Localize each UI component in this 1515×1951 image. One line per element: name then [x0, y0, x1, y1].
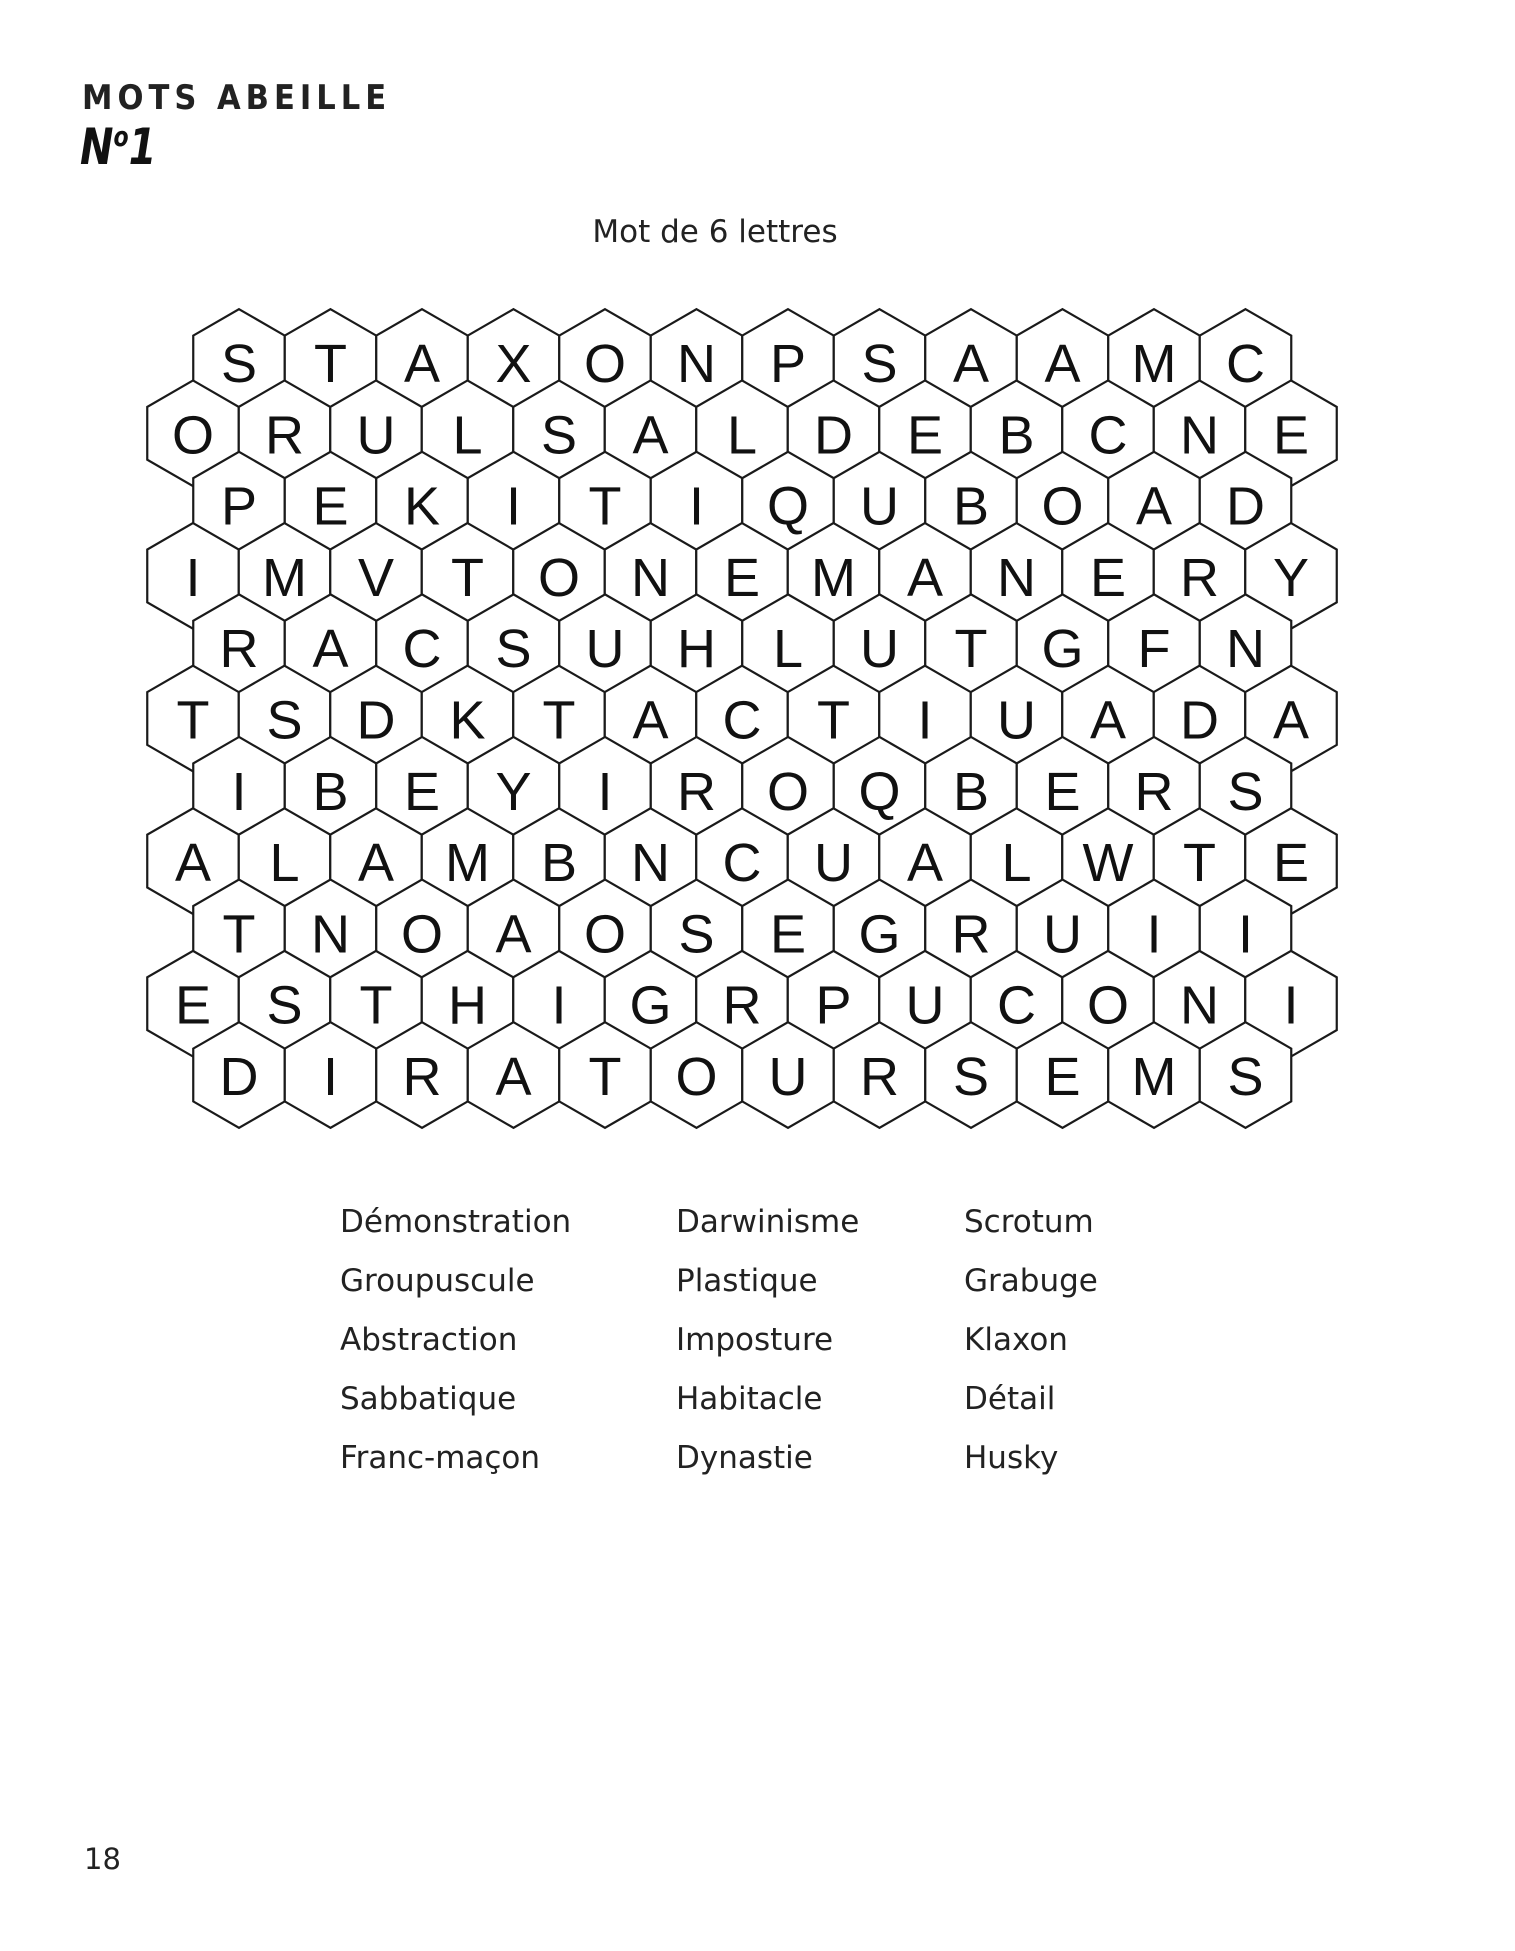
- hex-letter: A: [174, 833, 212, 894]
- hex-letter: E: [723, 547, 761, 608]
- hex-letter: U: [356, 405, 396, 466]
- hex-letter: A: [632, 690, 669, 751]
- hex-letter: T: [451, 547, 484, 608]
- hex-letter: M: [445, 833, 490, 894]
- hex-letter: T: [817, 690, 850, 751]
- hex-letter: E: [403, 761, 441, 822]
- hex-letter: E: [906, 405, 944, 466]
- hex-letter: B: [540, 833, 578, 894]
- hex-letter: N: [677, 334, 716, 394]
- hex-letter: T: [1183, 833, 1216, 894]
- hex-letter: S: [266, 975, 303, 1036]
- hex-letter: R: [1180, 547, 1219, 608]
- hex-letter: Y: [495, 761, 532, 822]
- hex-letter: I: [688, 476, 705, 537]
- word-item: Plastique: [676, 1263, 818, 1299]
- hex-letter: A: [1044, 334, 1081, 394]
- hex-letter: S: [220, 334, 258, 394]
- word-item: Sabbatique: [340, 1381, 517, 1417]
- hex-letter: R: [722, 975, 762, 1036]
- hex-letter: D: [356, 690, 396, 751]
- hex-letter: A: [1089, 690, 1127, 751]
- word-list: [340, 1193, 1164, 1488]
- hex-letter: M: [811, 547, 856, 608]
- hex-letter: L: [269, 833, 300, 894]
- hex-letter: Y: [1272, 547, 1310, 608]
- word-item: Grabuge: [964, 1263, 1098, 1299]
- hex-letter: D: [1180, 690, 1219, 751]
- hex-letter: A: [906, 547, 944, 608]
- hex-letter: C: [997, 975, 1036, 1036]
- hex-letter: O: [400, 904, 444, 965]
- word-column-3: [964, 1193, 1164, 1488]
- hex-letter: O: [1041, 476, 1084, 537]
- hex-letter: U: [585, 619, 625, 680]
- hex-letter: O: [583, 904, 627, 965]
- hex-letter: G: [1041, 619, 1084, 680]
- hex-letter: T: [314, 334, 347, 394]
- hex-letter: D: [219, 1047, 259, 1107]
- hex-letter: I: [185, 547, 201, 608]
- hex-letter: T: [222, 904, 256, 965]
- hex-letter: N: [631, 833, 670, 894]
- number-value: 1: [128, 118, 157, 176]
- hex-letter: C: [722, 833, 762, 894]
- hex-letter: S: [540, 405, 578, 466]
- hex-letter: S: [952, 1047, 990, 1107]
- hex-letter: M: [262, 547, 307, 608]
- hex-letter: T: [588, 1047, 622, 1107]
- hex-letter: I: [231, 761, 247, 822]
- word-item: Husky: [964, 1440, 1059, 1476]
- hex-letter: I: [322, 1047, 339, 1107]
- hex-letter: E: [1044, 1047, 1081, 1107]
- hex-letter: R: [265, 405, 304, 466]
- hex-letter: M: [1131, 1047, 1177, 1107]
- hex-letter: K: [449, 690, 486, 751]
- hex-letter: A: [495, 904, 532, 965]
- hex-letter: C: [722, 690, 762, 751]
- hex-letter: R: [677, 761, 716, 822]
- hex-letter: P: [220, 476, 258, 537]
- word-item: Démonstration: [340, 1204, 572, 1240]
- hex-letter: A: [1135, 476, 1173, 537]
- hex-letter: U: [860, 476, 899, 537]
- hex-letter: A: [495, 1047, 532, 1107]
- hex-letter: T: [542, 690, 576, 751]
- hex-letter: B: [952, 761, 990, 822]
- hex-letter: L: [772, 619, 804, 680]
- hex-letter: N: [311, 904, 350, 965]
- hex-letter: A: [632, 405, 669, 466]
- hex-letter: T: [359, 975, 393, 1036]
- hex-letter: C: [1088, 405, 1128, 466]
- hex-letter: R: [1134, 761, 1174, 822]
- hex-letter: N: [631, 547, 670, 608]
- hex-letter: A: [357, 833, 395, 894]
- hex-letter: O: [1086, 975, 1130, 1036]
- hex-letter: G: [858, 904, 901, 965]
- number-prefix: N: [80, 118, 114, 176]
- word-item: Habitacle: [676, 1381, 823, 1417]
- hex-letter: S: [1227, 761, 1264, 822]
- hex-letter: M: [1131, 334, 1177, 394]
- hex-letter: A: [906, 833, 944, 894]
- hex-letter: W: [1082, 833, 1134, 894]
- hex-letter: E: [174, 975, 212, 1036]
- hex-letter: I: [1237, 904, 1254, 965]
- hex-letter: A: [1272, 690, 1310, 751]
- number-superscript: o: [113, 121, 129, 154]
- hex-letter: U: [997, 690, 1036, 751]
- hex-letter: O: [766, 761, 810, 822]
- hex-letter: O: [537, 547, 581, 608]
- hex-letter: P: [815, 975, 852, 1036]
- hex-letter: R: [219, 619, 259, 680]
- hex-letter: L: [726, 405, 758, 466]
- hex-letter: O: [675, 1047, 718, 1107]
- hex-letter: T: [588, 476, 622, 537]
- hex-letter: Q: [858, 761, 901, 822]
- hex-letter: S: [678, 904, 715, 965]
- hex-letter: R: [951, 904, 991, 965]
- series-title: MOTS ABEILLE: [82, 78, 392, 118]
- hex-letter: E: [769, 904, 807, 965]
- word-item: Dynastie: [676, 1440, 813, 1476]
- word-item: Imposture: [676, 1322, 834, 1358]
- hex-letter: E: [312, 476, 349, 537]
- hex-letter: R: [860, 1047, 899, 1107]
- hex-letter: C: [1226, 334, 1265, 394]
- word-column-2: [676, 1193, 964, 1488]
- hex-letter: U: [814, 833, 853, 894]
- hex-letter: N: [997, 547, 1036, 608]
- hex-letter: B: [998, 405, 1035, 466]
- hex-letter: E: [1272, 833, 1310, 894]
- hex-letter: U: [1043, 904, 1082, 965]
- hex-letter: H: [448, 975, 487, 1036]
- instruction: Mot de 6 lettres: [592, 214, 838, 250]
- hex-letter: O: [171, 405, 215, 466]
- hex-letter: A: [403, 334, 441, 394]
- word-item: Scrotum: [964, 1204, 1094, 1240]
- hex-letter: N: [1180, 975, 1219, 1036]
- hex-letter: O: [583, 334, 627, 394]
- hex-letter: U: [860, 619, 899, 680]
- hex-letter: E: [1089, 547, 1127, 608]
- hex-letter: P: [769, 334, 807, 394]
- hex-letter: I: [1146, 904, 1162, 965]
- word-item: Groupuscule: [340, 1263, 535, 1299]
- hex-letter: H: [677, 619, 716, 680]
- hex-letter: B: [952, 476, 990, 537]
- hex-letter: G: [629, 975, 672, 1036]
- page-number: 18: [84, 1842, 121, 1876]
- hex-letter: I: [1283, 975, 1299, 1036]
- hex-letter: K: [403, 476, 441, 537]
- hex-letter: D: [814, 405, 853, 466]
- hex-letter: C: [402, 619, 442, 680]
- hex-letter: A: [312, 619, 349, 680]
- hex-letter: I: [917, 690, 933, 751]
- word-item: Klaxon: [964, 1322, 1068, 1358]
- hex-letter: L: [452, 405, 483, 466]
- hex-letter: T: [176, 690, 210, 751]
- hex-letter: N: [1180, 405, 1219, 466]
- hex-letter: E: [1044, 761, 1081, 822]
- hex-letter: U: [768, 1047, 808, 1107]
- hex-letter: Q: [766, 476, 810, 537]
- hex-letter: X: [495, 334, 532, 394]
- hex-letter: L: [1001, 833, 1032, 894]
- hex-letter: S: [495, 619, 532, 680]
- hex-letter: S: [1227, 1047, 1264, 1107]
- hex-letter: S: [861, 334, 898, 394]
- hex-letter: D: [1226, 476, 1265, 537]
- hex-letter: S: [266, 690, 303, 751]
- hex-letter: I: [505, 476, 522, 537]
- word-item: Darwinisme: [676, 1204, 860, 1240]
- word-column-1: [340, 1193, 676, 1488]
- hex-letter: F: [1137, 619, 1171, 680]
- hex-letter: I: [551, 975, 567, 1036]
- hex-letter: U: [905, 975, 945, 1036]
- word-item: Franc-maçon: [340, 1440, 541, 1476]
- hex-letter: T: [954, 619, 988, 680]
- hex-letter: E: [1272, 405, 1310, 466]
- hex-letter: N: [1226, 619, 1265, 680]
- hex-letter: R: [402, 1047, 442, 1107]
- hex-letter: A: [952, 334, 990, 394]
- hex-letter: V: [357, 547, 395, 608]
- word-item: Détail: [964, 1381, 1056, 1417]
- word-item: Abstraction: [340, 1322, 518, 1358]
- hex-letter: I: [597, 761, 613, 822]
- hex-letter: B: [312, 761, 349, 822]
